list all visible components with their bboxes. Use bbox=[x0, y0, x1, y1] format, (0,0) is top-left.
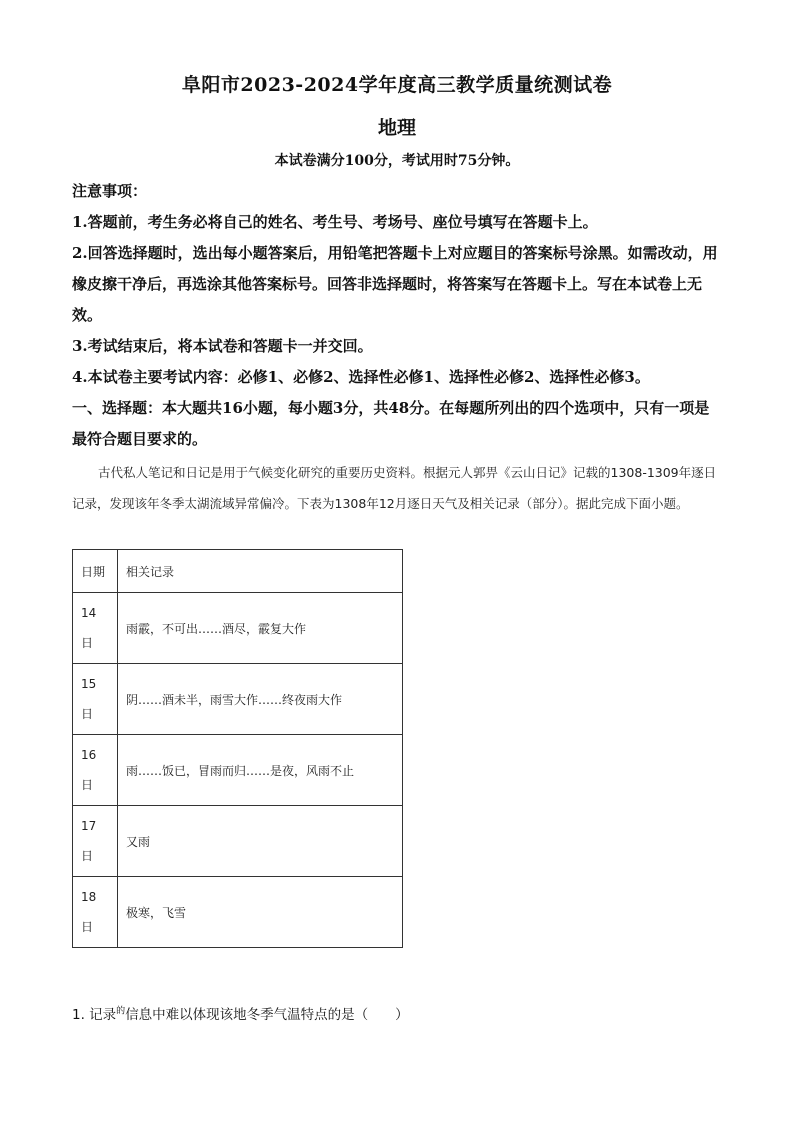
question-1 bbox=[72, 1003, 409, 1023]
table-cell-record: 极寒，飞雪 bbox=[118, 877, 403, 948]
date-unit: 日 bbox=[81, 636, 94, 650]
question-text-start: 1. 记录 bbox=[72, 1007, 117, 1023]
date-number: 17 bbox=[81, 819, 97, 833]
table-row bbox=[73, 806, 403, 877]
table-cell-record: 雨……饭已，冒雨而归……是夜，风雨不止 bbox=[118, 735, 403, 806]
notice-item: 3.考试结束后，将本试卷和答题卡一并交回。 bbox=[72, 337, 373, 355]
table-row bbox=[73, 735, 403, 806]
notice-item: 1.答题前，考生务必将自己的姓名、考生号、考场号、座位号填写在答题卡上。 bbox=[72, 213, 598, 231]
table-row bbox=[73, 664, 403, 735]
date-unit: 日 bbox=[81, 849, 94, 863]
passage-text: 古代私人笔记和日记是用于气候变化研究的重要历史资料。根据元人郭畀《云山日记》记载的1308-1309年逐日记录，发现该年冬季太湖流域异常偏冷。下表为1308年12月逐日天气及相关记录（部分）。据此完成下面小题。 bbox=[72, 465, 717, 511]
table-cell-date bbox=[73, 593, 118, 664]
question-text-end: 信息中难以体现该地冬季气温特点的是（ ） bbox=[125, 1007, 409, 1023]
exam-subject: 地理 bbox=[377, 117, 416, 139]
question-superscript: 的 bbox=[116, 1006, 126, 1017]
section-heading: 一、选择题：本大题共16小题，每小题3分，共48分。在每题所列出的四个选项中，只有一项是最符合题目要求的。 bbox=[72, 399, 710, 448]
date-unit: 日 bbox=[81, 707, 94, 721]
table-header-row bbox=[73, 550, 403, 593]
date-number: 15 bbox=[81, 677, 97, 691]
table-cell-record: 雨霰，不可出……酒尽，霰复大作 bbox=[118, 593, 403, 664]
notice-heading: 注意事项： bbox=[72, 182, 148, 200]
table-header-record: 相关记录 bbox=[118, 550, 403, 593]
notice-item: 2.回答选择题时，选出每小题答案后，用铅笔把答题卡上对应题目的答案标号涂黑。如需改动，用橡皮擦干净后，再选涂其他答案标号。回答非选择题时，将答案写在答题卡上。写在本试卷上无效。 bbox=[72, 244, 718, 324]
exam-info: 本试卷满分100分，考试用时75分钟。 bbox=[274, 153, 520, 169]
date-number: 18 bbox=[81, 890, 97, 904]
table-row bbox=[73, 593, 403, 664]
table-cell-date bbox=[73, 664, 118, 735]
exam-title: 阜阳市2023-2024学年度高三教学质量统测试卷 bbox=[181, 74, 613, 96]
date-number: 14 bbox=[81, 606, 97, 620]
table-cell-date bbox=[73, 806, 118, 877]
table-cell-record: 又雨 bbox=[118, 806, 403, 877]
date-unit: 日 bbox=[81, 920, 94, 934]
date-number: 16 bbox=[81, 748, 97, 762]
notice-item: 4.本试卷主要考试内容：必修1、必修2、选择性必修1、选择性必修2、选择性必修3。 bbox=[72, 368, 650, 386]
notice-section bbox=[72, 176, 722, 455]
table-row bbox=[73, 877, 403, 948]
table-cell-date bbox=[73, 735, 118, 806]
table-header-date: 日期 bbox=[73, 550, 118, 593]
reading-passage bbox=[72, 457, 724, 519]
weather-record-table bbox=[72, 549, 403, 948]
date-unit: 日 bbox=[81, 778, 94, 792]
table-cell-date bbox=[73, 877, 118, 948]
table-cell-record: 阴……酒未半，雨雪大作……终夜雨大作 bbox=[118, 664, 403, 735]
